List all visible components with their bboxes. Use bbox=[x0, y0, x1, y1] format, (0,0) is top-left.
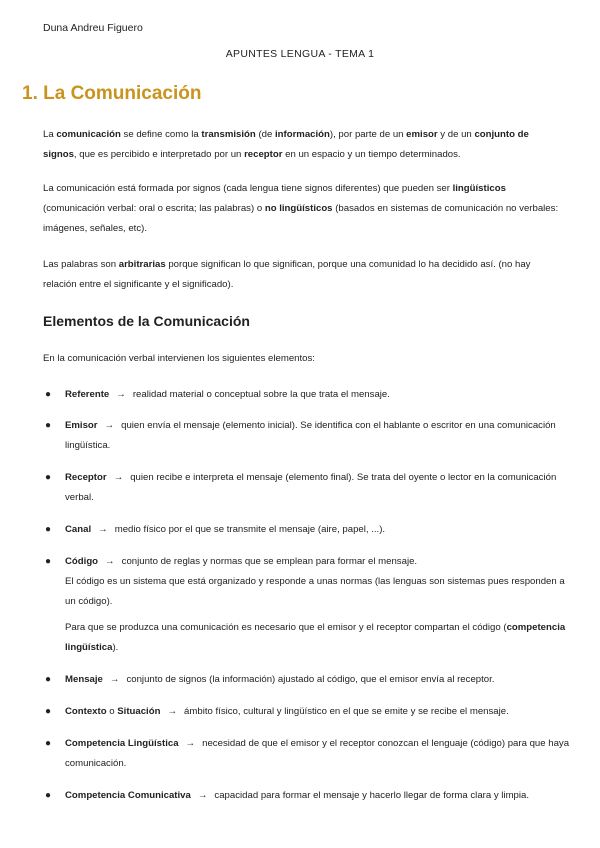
arrow-icon: → bbox=[116, 389, 126, 400]
paragraph-definition: La comunicación se define como la transmisión (de información), por parte de un emisor y de un conjunto de signos, que es percibido e interpretado por un receptor en un espacio y un tiempo determinados. bbox=[43, 129, 529, 160]
bullet-icon: ● bbox=[45, 674, 52, 685]
arrow-icon: → bbox=[197, 790, 208, 801]
section-heading: 1. La Comunicación bbox=[22, 83, 202, 104]
bullet-icon: ● bbox=[45, 790, 52, 801]
list-item-competencia-linguistica: ● Competencia Lingüística → necesidad de que el emisor y el receptor conozcan el lenguaje (código) para que haya comunicación. bbox=[43, 734, 573, 774]
arrow-icon: → bbox=[185, 738, 196, 749]
list-item-contexto: ● Contexto o Situación → ámbito físico, cultural y lingüístico en el que se emite y se recibe el mensaje. bbox=[43, 702, 573, 722]
bullet-icon: ● bbox=[45, 738, 52, 749]
bullet-icon: ● bbox=[45, 524, 52, 535]
bullet-icon: ● bbox=[45, 706, 52, 717]
codigo-note: Para que se produzca una comunicación es necesario que el emisor y el receptor compartan el código (competencia lingüística). bbox=[65, 622, 566, 653]
author-name: Duna Andreu Figuero bbox=[43, 22, 143, 34]
arrow-icon: → bbox=[167, 706, 178, 717]
document-title: APUNTES LENGUA - TEMA 1 bbox=[225, 48, 375, 60]
list-item-codigo: ● Código → conjunto de reglas y normas que se emplean para formar el mensaje. El código es un sistema que está organizado y responde a unas normas (las lenguas son sistemas pues responden a un código). Para que se produzca una comunicación es necesario que el emisor y el receptor compartan el código (competencia lingüística). bbox=[43, 552, 573, 658]
list-item-competencia-comunicativa: ● Competencia Comunicativa → capacidad para formar el mensaje y hacerlo llegar de forma clara y limpia. bbox=[43, 786, 573, 806]
list-item-canal: ● Canal → medio físico por el que se transmite el mensaje (aire, papel, ...). bbox=[43, 520, 573, 540]
subsection-intro: En la comunicación verbal intervienen los siguientes elementos: bbox=[43, 353, 315, 364]
arrow-icon: → bbox=[98, 524, 108, 535]
arrow-icon: → bbox=[104, 420, 115, 431]
arrow-icon: → bbox=[105, 556, 115, 567]
list-item-emisor: ● Emisor → quien envía el mensaje (elemento inicial). Se identifica con el hablante o escritor en una comunicación lingüística. bbox=[43, 416, 573, 456]
bullet-icon: ● bbox=[45, 420, 52, 431]
subsection-heading: Elementos de la Comunicación bbox=[43, 313, 250, 329]
list-item-receptor: ● Receptor → quien recibe e interpreta el mensaje (elemento final). Se trata del oyente o lector en la comunicación verbal. bbox=[43, 468, 573, 508]
paragraph-signs: La comunicación está formada por signos (cada lengua tiene signos diferentes) que pueden ser lingüísticos (comunicación verbal: oral o escrita; las palabras) o no lingüísticos (basados en sistemas de comunicación no verbales: imágenes, señales, etc). bbox=[43, 183, 559, 234]
bullet-icon: ● bbox=[45, 472, 52, 483]
list-item-mensaje: ● Mensaje → conjunto de signos (la información) ajustado al código, que el emisor envía al receptor. bbox=[43, 670, 573, 690]
bullet-icon: ● bbox=[45, 389, 52, 400]
arrow-icon: → bbox=[113, 472, 124, 483]
list-item-referente: ● Referente → realidad material o conceptual sobre la que trata el mensaje. bbox=[43, 385, 573, 405]
arrow-icon: → bbox=[109, 674, 120, 685]
codigo-detail: El código es un sistema que está organizado y responde a unas normas (las lenguas son sistemas pues responden a un código). bbox=[65, 576, 565, 607]
bullet-icon: ● bbox=[45, 556, 52, 567]
paragraph-arbitrary: Las palabras son arbitrarias porque significan lo que significan, porque una comunidad lo ha decidido así. (no hay relación entre el significante y el significado). bbox=[43, 259, 531, 290]
